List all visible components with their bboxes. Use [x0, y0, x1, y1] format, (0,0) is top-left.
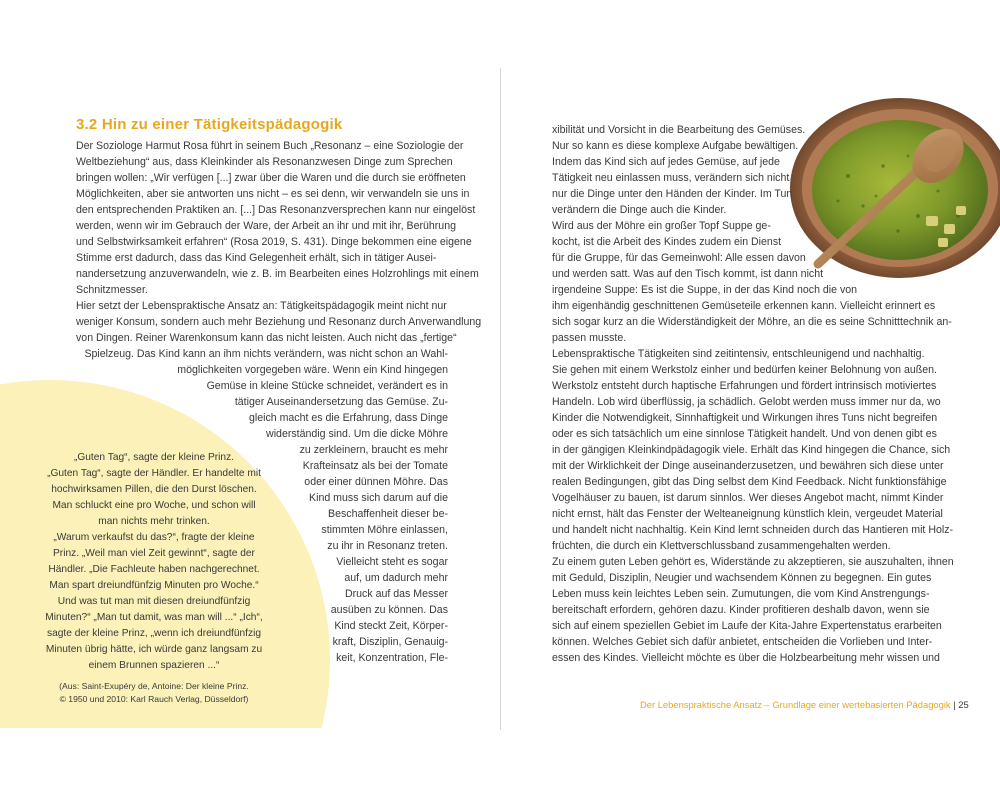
- body-text-line: realen Bedingungen, gibt das Ding selbst dem Kind Feedback. Nicht funktionsfähige: [552, 476, 947, 488]
- body-text-line: auf, um dadurch mehr: [344, 572, 448, 584]
- body-text-line: Lebenspraktische Tätigkeiten sind zeitintensiv, entschleunigend und nachhaltig.: [552, 348, 925, 360]
- section-title: 3.2 Hin zu einer Tätigkeitspädagogik: [76, 116, 343, 133]
- page-footer: [640, 699, 969, 710]
- body-text-line: passen musste.: [552, 332, 627, 344]
- body-text-line: Der Soziologe Harmut Rosa führt in seinem Buch „Resonanz – eine Soziologie der: [76, 140, 464, 152]
- body-text-line: weniger Konsum, sondern auch mehr Beziehung und Resonanz durch Anverwandlung: [76, 316, 482, 328]
- quote-line: „Guten Tag“, sagte der Händler. Er handelte mit: [47, 468, 261, 479]
- body-text-line: gleich macht es die Erfahrung, dass Dinge: [248, 412, 448, 424]
- body-text-line: bringen wollen: „Wir verfügen [...] zwar über die Waren und die durch sie eröffneten: [76, 172, 466, 184]
- body-text-line: Indem das Kind sich auf jedes Gemüse, auf jede: [552, 156, 780, 168]
- quote-line: sagte der kleine Prinz, „wenn ich dreiundfünfzig: [46, 628, 262, 639]
- body-text-line: von Dingen. Reiner Warenkonsum kann das nicht leisten. Auch nicht das „fertige“: [76, 332, 457, 344]
- quote-line: Und was tut man mit diesen dreiundfünfzig: [57, 596, 251, 607]
- body-text-line: verändern die Dinge auch die Kinder.: [552, 204, 727, 216]
- body-text-line: in der gängigen Kleinkindpädagogik viele. Erhält das Kind hingegen die Chance, sich: [552, 444, 951, 456]
- body-text-line: werden, wenn wir im Gebrauch der Ware, der Arbeit an ihr und mit ihr, Berührung: [76, 220, 456, 232]
- quote-line: „Guten Tag“, sagte der kleine Prinz.: [73, 452, 235, 463]
- footer-separator: |: [953, 699, 956, 710]
- body-text-line: stimmten Möhre einlassen,: [321, 524, 448, 536]
- quote-line: „Warum verkaufst du das?“, fragte der kleine: [53, 532, 255, 543]
- body-text-line: irgendeine Suppe: Es ist die Suppe, in der das Kind noch die von: [552, 284, 858, 296]
- quote-line: hochwirksamen Pillen, die den Durst löschen.: [51, 484, 257, 495]
- body-text-line: Hier setzt der Lebenspraktische Ansatz an: Tätigkeitspädagogik meint nicht nur: [76, 300, 447, 312]
- page-gutter: [500, 68, 501, 730]
- body-text-line: Stimme erst dadurch, dass das Kind Gelegenheit erhält, sich in tätiger Ausei-: [76, 252, 437, 264]
- quote-line: Man spart dreiundfünfzig Minuten pro Woche.“: [49, 580, 259, 591]
- body-text-line: Wird aus der Möhre ein großer Topf Suppe ge-: [552, 220, 771, 232]
- body-text-line: nandersetzung anzuverwandeln, wie z. B. im Bearbeiten eines Holzrohlings mit einem: [76, 268, 479, 280]
- body-text-line: Leben muss kein leichtes Leben sein. Zumutungen, die vom Kind Anstrengungs-: [552, 588, 930, 600]
- body-text-line: widerständig sind. Um die dicke Möhre: [266, 428, 448, 440]
- body-text-line: Kind steckt Zeit, Körper-: [334, 620, 448, 632]
- body-text-line: bereitschaft erfordern, gehören dazu. Kinder profitieren deshalb davon, wenn sie: [552, 604, 930, 616]
- body-text-line: Werkstolz entsteht durch haptische Erfahrungen und fördert intrinsisch motiviertes: [552, 380, 937, 392]
- body-text-line: Gemüse in kleine Stücke schneidet, verändert es in: [206, 380, 448, 392]
- body-text-line: Krafteinsatz als bei der Tomate: [302, 460, 448, 472]
- body-text-line: Nur so kann es diese komplexe Aufgabe bewältigen.: [552, 140, 799, 152]
- body-text-line: ausüben zu können. Das: [330, 604, 448, 616]
- page-number: 25: [958, 699, 969, 710]
- body-text-line: Beschaffenheit dieser be-: [328, 508, 448, 520]
- body-text-line: kraft, Disziplin, Genauig-: [332, 636, 448, 648]
- body-text-line: und handelt nicht nachhaltig. Kein Kind lernt schneiden durch das Hantieren mit Holz-: [552, 524, 954, 536]
- quote-line: Man schluckt eine pro Woche, und schon will: [52, 500, 256, 511]
- body-text-line: Kinder die Notwendigkeit, Sinnhaftigkeit und Wirkungen ihres Tuns nicht begreifen: [552, 412, 938, 424]
- footer-running-title: Der Lebenspraktische Ansatz – Grundlage einer wertebasierten Pädagogik: [640, 699, 951, 710]
- body-text-line: Tätigkeit neu einlassen muss, verändern sich nicht: [552, 172, 790, 184]
- quote-line: Minuten?“ „Man tut damit, was man will ...“ „Ich“,: [45, 612, 263, 623]
- body-text-line: Vogelhäuser zu bauen, ist darum sinnlos. Wer dieses Angebot macht, nimmt Kinder: [552, 492, 944, 504]
- body-text-line: Möglichkeiten, aber sie antworten uns nicht – es sei denn, wir verwandeln sie uns in: [76, 188, 470, 200]
- body-text-line: Kind muss sich darum auf die: [309, 492, 448, 504]
- body-text-line: oder es sich tatsächlich um eine sinnlose Tätigkeit handelt. Und von denen gibt es: [552, 428, 937, 440]
- body-text-line: nur die Dinge unter den Händen der Kinder. Im Tun: [552, 188, 793, 200]
- body-text-line: Weltbeziehung“ aus, dass Kleinkinder als Resonanzwesen Dinge zum Sprechen: [76, 156, 453, 168]
- citation-line: (Aus: Saint-Exupéry de, Antoine: Der kleine Prinz.: [59, 681, 249, 691]
- body-text-line: den entsprechenden Praktiken an. [...] Das Resonanzversprechen kann nur eingelöst: [76, 204, 476, 216]
- body-text-line: ihm eigenhändig geschnittenen Gemüseteile erkennen kann. Vielleicht erinnert es: [552, 300, 936, 312]
- body-text-line: und Selbstwirksamkeit erfahren“ (Rosa 2019, S. 431). Dinge bekommen eine eigene: [76, 236, 472, 248]
- citation-line: © 1950 und 2010: Karl Rauch Verlag, Düsseldorf): [59, 694, 249, 704]
- body-text-line: tätiger Auseinandersetzung das Gemüse. Zu-: [234, 396, 448, 408]
- body-text-line: und werden satt. Was auf den Tisch kommt, ist dann nicht: [552, 268, 824, 280]
- body-text-line: mit der Wirklichkeit der Dinge auseinanderzusetzen, und bewähren sich diese unter: [552, 460, 944, 472]
- body-text-line: können. Welches Gebiet sich dafür anbietet, entscheiden die Vorlieben und Inter-: [552, 636, 933, 648]
- body-text-line: oder einer dünnen Möhre. Das: [304, 476, 448, 488]
- body-text-line: mit Geduld, Disziplin, Neugier und wachsendem Können zu begegnen. Ein gutes: [552, 572, 932, 584]
- body-text-line: nicht ernst, hält das Fenster der Welteaneignung künstlich klein, vergeudet Material: [552, 508, 943, 520]
- body-text-line: sich auf einem speziellen Gebiet im Laufe der Kita-Jahre Expertenstatus erarbeiten: [552, 620, 942, 632]
- body-text-line: sich sogar kurz an die Widerständigkeit der Möhre, an die es seine Schnitttechnik an-: [552, 316, 952, 328]
- body-text-line: xibilität und Vorsicht in die Bearbeitung des Gemüses.: [552, 124, 806, 136]
- quote-line: Händler. „Die Fachleute haben nachgerechnet.: [48, 564, 260, 575]
- body-text-line: zu ihr in Resonanz treten.: [327, 540, 448, 552]
- body-text-line: früchten, die durch ein Klettverschlussband zusammengehalten werden.: [552, 540, 891, 552]
- quote-line: einem Brunnen spazieren ...“: [88, 660, 220, 671]
- body-text-line: Druck auf das Messer: [344, 588, 448, 600]
- body-text-line: zu zerkleinern, braucht es mehr: [299, 444, 448, 456]
- body-text-line: essen des Kindes. Vielleicht möchte es über die Holzbearbeitung mehr wissen und: [552, 652, 940, 664]
- quote-line: Prinz. „Weil man viel Zeit gewinnt“, sagte der: [53, 548, 255, 559]
- body-text-line: Handeln. Lob wird überflüssig, ja schädlich. Gelobt werden muss immer nur da, wo: [552, 396, 941, 408]
- body-text-line: Zu einem guten Leben gehört es, Widerstände zu akzeptieren, sie auszuhalten, ihnen: [552, 556, 954, 568]
- body-text-line: für die Gruppe, für das Gemeinwohl: Alle essen davon: [552, 252, 806, 264]
- body-text-line: kocht, ist die Arbeit des Kindes zudem ein Dienst: [552, 236, 782, 248]
- body-text-line: Spielzeug. Das Kind kann an ihm nichts verändern, was nicht schon an Wahl-: [84, 348, 448, 360]
- quote-line: man nichts mehr trinken.: [98, 516, 210, 527]
- soup-bowl-image: [788, 96, 1000, 284]
- body-text-line: Sie gehen mit einem Werkstolz einher und bedürfen keiner Belohnung von außen.: [552, 364, 937, 376]
- body-text-line: Vielleicht steht es sogar: [336, 556, 448, 568]
- body-text-line: möglichkeiten vorgegeben wäre. Wenn ein Kind hingegen: [177, 364, 448, 376]
- quote-line: Minuten übrig hätte, ich würde ganz langsam zu: [45, 644, 263, 655]
- body-text-line: keit, Konzentration, Fle-: [336, 652, 448, 664]
- body-text-line: Schnitzmesser.: [76, 284, 148, 296]
